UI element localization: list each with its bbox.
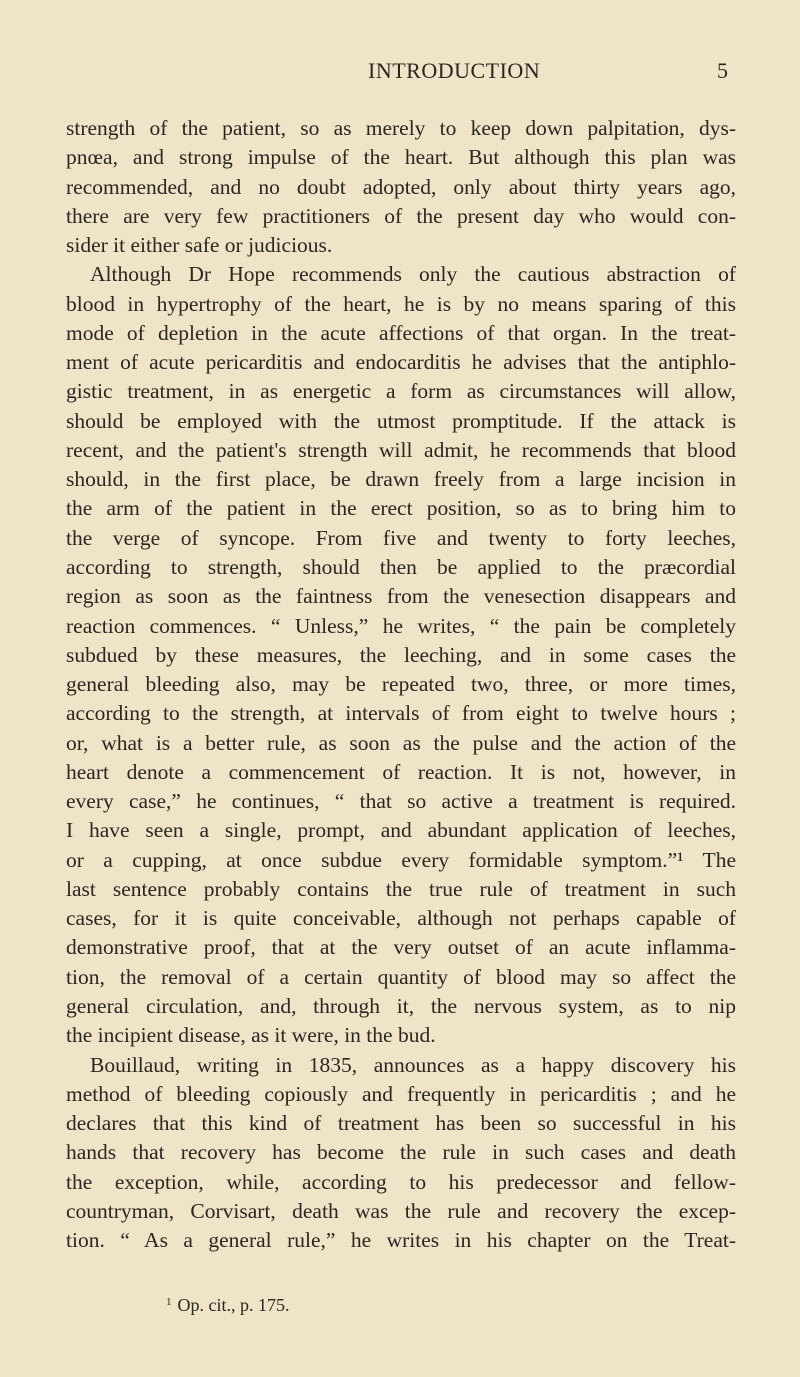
- text-line: the arm of the patient in the erect position, so as to bring him to: [66, 496, 736, 521]
- text-line: general bleeding also, may be repeated two, three, or more times,: [66, 672, 736, 697]
- text-line: every case,” he continues, “ that so active a treatment is required.: [66, 789, 736, 814]
- text-line: strength of the patient, so as merely to keep down palpitation, dys-: [66, 116, 736, 140]
- body-text: [66, 114, 736, 1255]
- text-line: region as soon as the faintness from the venesection disappears and: [66, 584, 736, 609]
- text-line: Although Dr Hope recommends only the cautious abstraction of: [90, 262, 736, 287]
- text-line: gistic treatment, in as energetic a form as circumstances will allow,: [66, 379, 736, 404]
- text-line: the incipient disease, as it were, in the bud.: [66, 1023, 436, 1048]
- text-line: general circulation, and, through it, the nervous system, as to nip: [66, 993, 736, 1018]
- text-line: cases, for it is quite conceivable, although not perhaps capable of: [66, 906, 736, 931]
- text-line: declares that this kind of treatment has been so successful in his: [66, 1111, 736, 1136]
- text-line: sider it either safe or judicious.: [66, 233, 333, 258]
- text-line: should be employed with the utmost promptitude. If the attack is: [66, 408, 736, 433]
- text-line: or, what is a better rule, as soon as the pulse and the action of the: [66, 730, 736, 755]
- text-line: blood in hypertrophy of the heart, he is by no means sparing of this: [66, 291, 736, 316]
- text-line: according to strength, should then be applied to the præcordial: [66, 554, 736, 579]
- text-line: recent, and the patient's strength will admit, he recommends that blood: [66, 437, 736, 462]
- footnote-text: Op. cit., p. 175.: [177, 1295, 290, 1315]
- text-line: the verge of syncope. From five and twenty to forty leeches,: [66, 525, 736, 550]
- text-line: the exception, while, according to his predecessor and fellow-: [66, 1169, 736, 1194]
- text-line: according to the strength, at intervals of from eight to twelve hours ;: [66, 701, 736, 726]
- text-line: should, in the first place, be drawn freely from a large incision in: [66, 467, 736, 492]
- text-line: or a cupping, at once subdue every formidable symptom.”¹ The: [66, 847, 736, 872]
- text-line: Bouillaud, writing in 1835, announces as a happy discovery his: [90, 1052, 736, 1077]
- text-line: mode of depletion in the acute affections of that organ. In the treat-: [66, 320, 736, 345]
- text-line: ment of acute pericarditis and endocarditis he advises that the antiphlo-: [66, 350, 736, 375]
- text-line: reaction commences. “ Unless,” he writes, “ the pain be completely: [66, 613, 736, 638]
- text-line: heart denote a commencement of reaction. It is not, however, in: [66, 759, 736, 784]
- text-line: I have seen a single, prompt, and abundant application of leeches,: [66, 818, 736, 843]
- text-line: method of bleeding copiously and frequently in pericarditis ; and he: [66, 1081, 736, 1106]
- text-line: countryman, Corvisart, death was the rule and recovery the excep-: [66, 1198, 736, 1223]
- text-line: hands that recovery has become the rule in such cases and death: [66, 1140, 736, 1165]
- text-line: tion. “ As a general rule,” he writes in his chapter on the Treat-: [66, 1228, 736, 1253]
- text-line: last sentence probably contains the true rule of treatment in such: [66, 876, 736, 901]
- running-title: INTRODUCTION: [368, 58, 541, 83]
- footnote-marker: 1: [166, 1296, 172, 1308]
- page-number: 5: [717, 58, 728, 83]
- text-line: pnœa, and strong impulse of the heart. But although this plan was: [66, 145, 736, 170]
- text-line: recommended, and no doubt adopted, only about thirty years ago,: [66, 174, 736, 199]
- text-line: demonstrative proof, that at the very outset of an acute inflamma-: [66, 935, 736, 960]
- text-line: tion, the removal of a certain quantity of blood may so affect the: [66, 964, 736, 989]
- footnote: [166, 1290, 290, 1317]
- text-line: subdued by these measures, the leeching, and in some cases the: [66, 642, 736, 667]
- text-line: there are very few practitioners of the present day who would con-: [66, 203, 736, 228]
